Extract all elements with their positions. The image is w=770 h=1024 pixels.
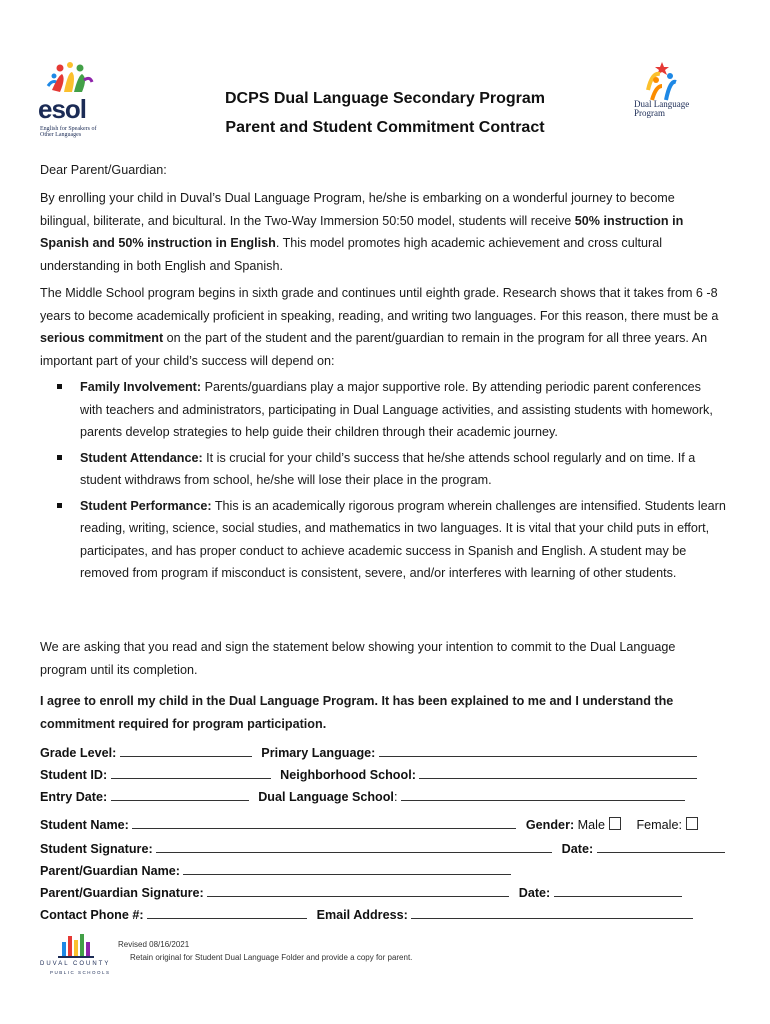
bullet-label: Family Involvement: <box>80 380 202 394</box>
bullet-text: It is crucial for your child’s success that he/she attends school regularly and on time. If a student withdraws from school, he/she will lose their place in the program. <box>80 450 696 487</box>
neighborhood-school-label: Neighborhood School: <box>280 768 416 782</box>
bullet-square-icon <box>57 384 62 389</box>
neighborhood-school-field[interactable] <box>419 766 697 779</box>
duval-county-text: DUVAL COUNTY <box>40 961 111 967</box>
student-id-field[interactable] <box>111 766 271 779</box>
document-subtitle: Parent and Student Commitment Contract <box>225 119 545 136</box>
bullet-label: Student Performance: <box>80 498 212 513</box>
program-text: The Middle School program begins in sixth grade and continues until eighth grade. Research shows that it takes from 6 -8 years to become academically proficient in speaking, reading, and writing two languages. For this reason, there must be a <box>40 286 719 323</box>
program-paragraph <box>40 282 725 372</box>
request-paragraph: We are asking that you read and sign the statement below showing your intention to commit to the Dual Language program until its completion. <box>40 640 676 677</box>
parent-name-field[interactable] <box>183 862 511 875</box>
duval-public-schools-text: PUBLIC SCHOOLS <box>50 970 111 975</box>
gender-female-checkbox[interactable] <box>686 817 698 830</box>
student-date-label: Date: <box>561 842 594 856</box>
student-id-label: Student ID: <box>40 768 108 782</box>
list-item <box>56 376 726 444</box>
parent-signature-field[interactable] <box>207 884 509 897</box>
gender-female-label: Female: <box>636 818 682 832</box>
esol-figures-icon <box>38 62 110 96</box>
intro-paragraph <box>40 187 725 277</box>
parent-date-label: Date: <box>518 886 551 900</box>
gender-male-label: Male <box>577 818 605 832</box>
primary-language-label: Primary Language: <box>261 746 376 760</box>
gender-male-checkbox[interactable] <box>609 817 621 830</box>
contact-phone-field[interactable] <box>147 906 307 919</box>
greeting: Dear Parent/Guardian: <box>40 163 167 177</box>
bullet-square-icon <box>57 455 62 460</box>
student-date-field[interactable] <box>597 840 725 853</box>
grade-level-field[interactable] <box>120 744 252 757</box>
email-field[interactable] <box>411 906 693 919</box>
success-factors-list <box>56 376 726 588</box>
bullet-text: This is an academically rigorous program wherein challenges are intensified. Students learn reading, writing, science, social studies, and mathematics in two languages. It is vital that your child puts in effort, participates, and has proper conduct to achieve academic success in Spanish and English. A student may be removed from program if misconduct is consistent, severe, and/or interferes with learning of other students. <box>80 498 726 580</box>
student-name-label: Student Name: <box>40 818 129 832</box>
primary-language-field[interactable] <box>379 744 697 757</box>
parent-date-field[interactable] <box>554 884 682 897</box>
gender-label: Gender: <box>525 818 575 832</box>
esol-wordmark: esol <box>38 94 87 124</box>
intro-bold-text: 50% instruction in Spanish and 50% instruction in English <box>40 213 684 250</box>
student-signature-field[interactable] <box>156 840 552 853</box>
dual-language-school-label: Dual Language School <box>258 790 394 804</box>
intro-text-end: . This model promotes high academic achievement and cross cultural understanding in both English and Spanish. <box>40 236 662 273</box>
parent-name-label: Parent/Guardian Name: <box>40 864 180 878</box>
dual-language-school-colon: : <box>393 790 398 804</box>
list-item <box>56 495 726 585</box>
parent-signature-label: Parent/Guardian Signature: <box>40 886 204 900</box>
intro-text: By enrolling your child in Duval’s Dual Language Program, he/she is embarking on a wonderful journey to become bilingual, biliterate, and bicultural. In the Two-Way Immersion 50:50 model, students will receive <box>40 191 675 228</box>
student-signature-label: Student Signature: <box>40 842 153 856</box>
dual-language-logo-text: Dual Language Program <box>634 99 690 118</box>
program-text-end: on the part of the student and the parent/guardian to remain in the program for all three years. An important part of your child’s success will depend on: <box>40 331 708 368</box>
esol-logo <box>38 62 110 142</box>
duval-bars-icon <box>38 932 118 960</box>
program-bold-text: serious commitment <box>40 331 164 345</box>
list-item <box>56 447 726 492</box>
bullet-label: Student Attendance: <box>80 450 203 465</box>
bullet-text: Parents/guardians play a major supportive role. By attending periodic parent conferences with teachers and administrators, participating in Dual Language activities, and assisting students with homework, parents develop strategies to help guide their children through their academic journey. <box>80 380 713 439</box>
bullet-square-icon <box>57 503 62 508</box>
grade-level-label: Grade Level: <box>40 746 117 760</box>
student-name-field[interactable] <box>132 816 516 829</box>
entry-date-label: Entry Date: <box>40 790 108 804</box>
dual-language-school-field[interactable] <box>401 788 685 801</box>
entry-date-field[interactable] <box>111 788 249 801</box>
email-label: Email Address: <box>316 908 408 922</box>
duval-county-logo <box>38 932 118 982</box>
contact-phone-label: Contact Phone #: <box>40 908 144 922</box>
document-title: DCPS Dual Language Secondary Program <box>224 90 546 107</box>
retain-note: Retain original for Student Dual Language Folder and provide a copy for parent. <box>130 953 413 962</box>
agreement-statement: I agree to enroll my child in the Dual Language Program. It has been explained to me and I understand the commitment required for program participation. <box>40 694 674 731</box>
esol-subtitle: English for Speakers of Other Languages <box>40 126 97 138</box>
revision-date: Revised 08/16/2021 <box>118 940 190 949</box>
